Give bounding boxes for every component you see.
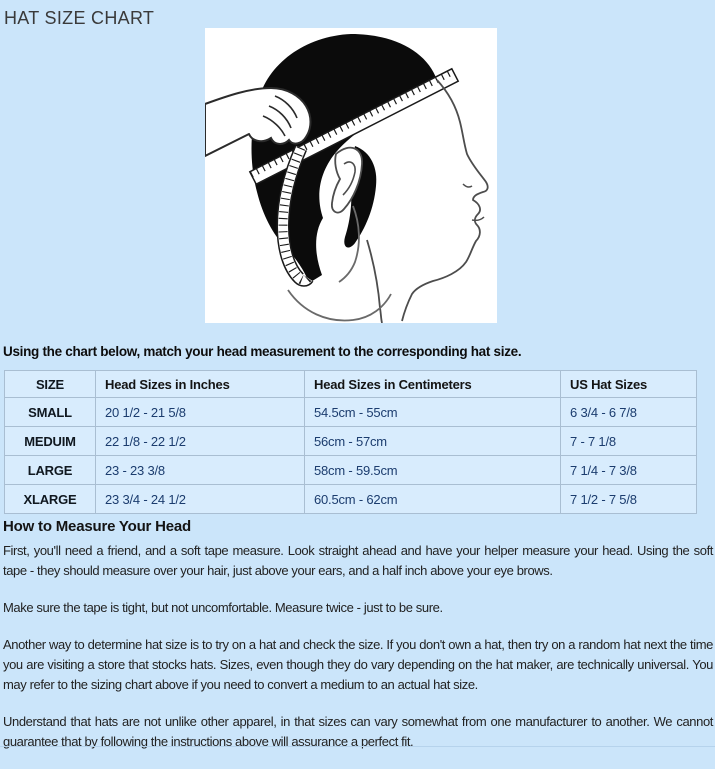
centimeters-cell: 56cm - 57cm — [305, 427, 561, 456]
how-to-paragraph: Make sure the tape is tight, but not uncomfortable. Measure twice - just to be sure. — [3, 600, 443, 615]
us-size-cell: 7 1/4 - 7 3/8 — [561, 456, 697, 485]
inches-cell: 22 1/8 - 22 1/2 — [96, 427, 305, 456]
column-header-centimeters: Head Sizes in Centimeters — [305, 371, 561, 398]
centimeters-cell: 54.5cm - 55cm — [305, 398, 561, 427]
table-row — [5, 427, 697, 456]
us-size-cell: 7 - 7 1/8 — [561, 427, 697, 456]
bottom-divider — [0, 746, 715, 747]
how-to-heading: How to Measure Your Head — [3, 518, 192, 535]
centimeters-cell: 60.5cm - 62cm — [305, 485, 561, 514]
intro-text: Using the chart below, match your head measurement to the corresponding hat size. — [3, 344, 522, 359]
table-row — [5, 398, 697, 427]
table-row — [5, 456, 697, 485]
how-to-section — [3, 518, 713, 769]
table-row — [5, 485, 697, 514]
us-size-cell: 6 3/4 - 6 7/8 — [561, 398, 697, 427]
inches-cell: 23 - 23 3/8 — [96, 456, 305, 485]
hat-size-table — [4, 370, 697, 514]
page-title: HAT SIZE CHART — [4, 8, 155, 28]
size-cell: MEDUIM — [5, 427, 96, 456]
how-to-paragraph: First, you'll need a friend, and a soft tape measure. Look straight ahead and have your helper measure your head. Using the soft tape - they should measure over your hair, just above your ears, and a half inch above your eye brows. — [3, 543, 713, 578]
table-header-row — [5, 371, 697, 398]
column-header-size: SIZE — [5, 371, 96, 398]
size-cell: XLARGE — [5, 485, 96, 514]
centimeters-cell: 58cm - 59.5cm — [305, 456, 561, 485]
column-header-inches: Head Sizes in Inches — [96, 371, 305, 398]
us-size-cell: 7 1/2 - 7 5/8 — [561, 485, 697, 514]
head-measure-drawing — [205, 28, 497, 323]
head-measurement-illustration — [205, 28, 497, 323]
column-header-us-sizes: US Hat Sizes — [561, 371, 697, 398]
size-cell: SMALL — [5, 398, 96, 427]
how-to-paragraph: Another way to determine hat size is to try on a hat and check the size. If you don't own a hat, then try on a random hat next the time you are visiting a store that stocks hats. Sizes, even though they do vary depending on the hat maker, are technically universal. You may refer to the sizing chart above if you need to convert a medium to an actual hat size. — [3, 637, 713, 692]
size-cell: LARGE — [5, 456, 96, 485]
inches-cell: 20 1/2 - 21 5/8 — [96, 398, 305, 427]
how-to-paragraph: Understand that hats are not unlike other apparel, in that sizes can vary somewhat from one manufacturer to another. We cannot guarantee that by following the instructions above will assurance a perfect fit. — [3, 714, 713, 749]
inches-cell: 23 3/4 - 24 1/2 — [96, 485, 305, 514]
